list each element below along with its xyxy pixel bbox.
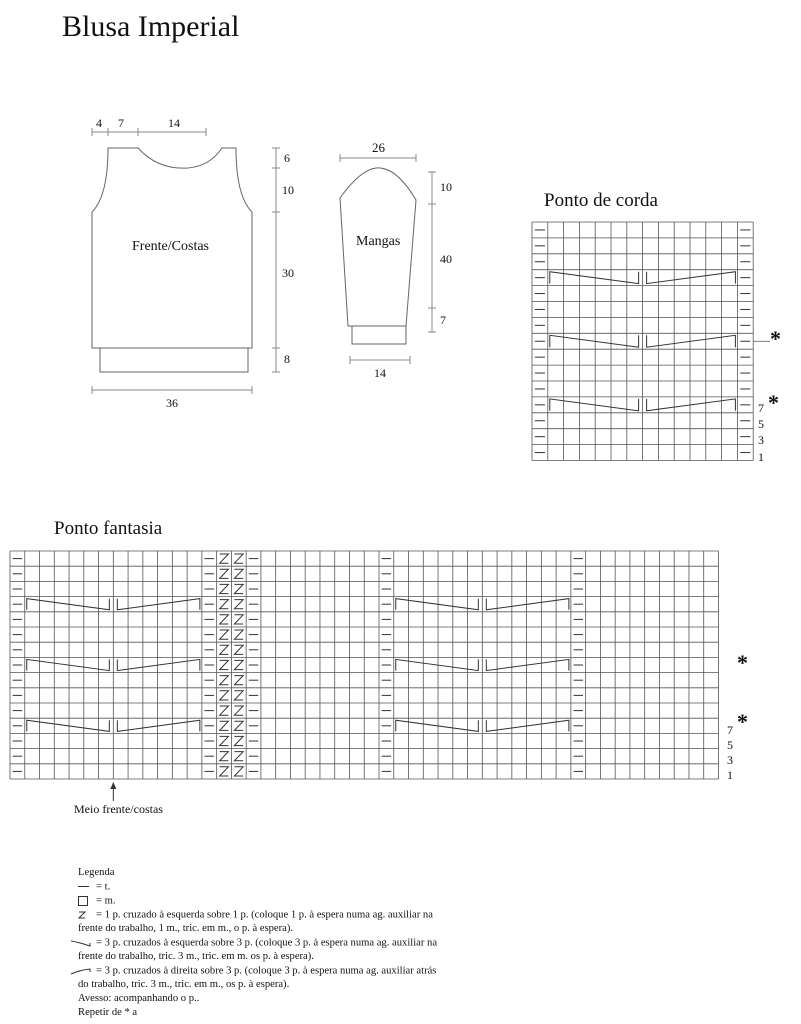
fantasia-cross-1	[220, 600, 229, 609]
fantasia-cross-1	[220, 630, 229, 639]
fantasia-repeat-start: *	[737, 709, 748, 734]
legend-item-purl: = t.	[78, 880, 538, 894]
fantasia-cross-1	[234, 752, 243, 761]
fantasia-cross-1	[234, 736, 243, 745]
fantasia-cross-1	[220, 721, 229, 730]
fantasia-row-5: 5	[727, 738, 733, 752]
legend-title: Legenda	[78, 867, 115, 878]
measure-bottom: 36	[166, 396, 178, 410]
cross-1-icon	[78, 908, 96, 922]
legend-item-cross-left-cont: frente do trabalho, tric. 3 m., tric. em m. os p. à espera).	[78, 951, 314, 963]
fantasia-row-3: 3	[727, 753, 733, 767]
measure-side-4: 8	[284, 352, 290, 366]
legend-item-cross-right: = 3 p. cruzados à direita sobre 3 p. (coloque 3 p. à espera numa ag. auxiliar atrás	[78, 964, 538, 978]
fantasia-cross-1	[234, 600, 243, 609]
fantasia-cross-1	[234, 706, 243, 715]
cross-left-3-icon	[78, 936, 96, 950]
square-icon	[78, 894, 96, 908]
center-label: Meio frente/costas	[74, 802, 163, 816]
fantasia-cross-1	[234, 554, 243, 563]
fantasia-cross-1	[234, 615, 243, 624]
center-arrow-head	[110, 782, 116, 789]
fantasia-cross-1	[220, 569, 229, 578]
legend-item-repeat: Repetir de * a	[78, 1006, 138, 1018]
fantasia-row-7: 7	[727, 723, 733, 737]
measure-top-2: 7	[118, 116, 124, 130]
cross-right-3-icon	[78, 964, 96, 978]
fantasia-cross-1	[234, 721, 243, 730]
fantasia-cross-1	[234, 660, 243, 669]
corda-repeat-start: *	[768, 390, 779, 415]
fantasia-cross-1	[220, 554, 229, 563]
fantasia-cross-1	[234, 767, 243, 776]
fantasia-cross-1	[234, 630, 243, 639]
fantasia-cross-1	[220, 691, 229, 700]
measure-side-1: 6	[284, 151, 290, 165]
legend-item-cross-1-cont: frente do trabalho, 1 m., tric. em m., o p. à espera).	[78, 923, 294, 935]
sleeve-label: Mangas	[356, 234, 401, 249]
legend-item-reverse: Avesso: acompanhando o p..	[78, 992, 200, 1004]
legend	[78, 866, 538, 1019]
legend-item-cross-left: = 3 p. cruzados à esquerda sobre 3 p. (coloque 3 p. à espera numa ag. auxiliar na	[78, 936, 538, 950]
sleeve-side-3: 7	[440, 313, 446, 327]
sleeve-side-1: 10	[440, 180, 452, 194]
fantasia-cross-1	[220, 676, 229, 685]
ponto-fantasia-title: Ponto fantasia	[54, 518, 163, 539]
corda-row-1: 1	[758, 450, 764, 464]
fantasia-cross-1	[220, 736, 229, 745]
measure-side-2: 10	[282, 183, 294, 197]
fantasia-row-1: 1	[727, 768, 733, 782]
fantasia-cross-1	[220, 615, 229, 624]
fantasia-cross-1	[234, 691, 243, 700]
fantasia-cross-1	[220, 645, 229, 654]
fantasia-repeat-end: *	[737, 650, 748, 675]
page-title: Blusa Imperial	[62, 10, 240, 43]
fantasia-cross-1	[220, 706, 229, 715]
fantasia-cross-1	[234, 645, 243, 654]
corda-row-3: 3	[758, 433, 764, 447]
corda-row-7: 7	[758, 401, 764, 415]
fantasia-cross-1	[220, 584, 229, 593]
fantasia-cross-1	[234, 676, 243, 685]
fantasia-cross-1	[220, 752, 229, 761]
measure-top-1: 4	[96, 116, 102, 130]
legend-item-cross-1: = 1 p. cruzado à esquerda sobre 1 p. (coloque 1 p. à espera numa ag. auxiliar na	[78, 908, 538, 922]
corda-row-5: 5	[758, 417, 764, 431]
fantasia-cross-1	[220, 767, 229, 776]
corda-repeat-end: *	[770, 326, 781, 351]
fantasia-cross-1	[234, 569, 243, 578]
measure-side-3: 30	[282, 266, 294, 280]
ponto-corda-title: Ponto de corda	[544, 190, 658, 211]
fantasia-cross-1	[234, 584, 243, 593]
measure-top-3: 14	[168, 116, 180, 130]
sleeve-side-2: 40	[440, 252, 452, 266]
legend-item-knit: = m.	[78, 894, 538, 908]
front-back-label: Frente/Costas	[132, 239, 209, 254]
legend-item-cross-right-cont: do trabalho, tric. 3 m., tric. em m., os p. à espera).	[78, 979, 290, 991]
sleeve-bottom-measure: 14	[374, 366, 386, 380]
fantasia-cross-1	[220, 660, 229, 669]
dash-icon	[78, 880, 96, 894]
sleeve-top-measure: 26	[372, 140, 385, 155]
